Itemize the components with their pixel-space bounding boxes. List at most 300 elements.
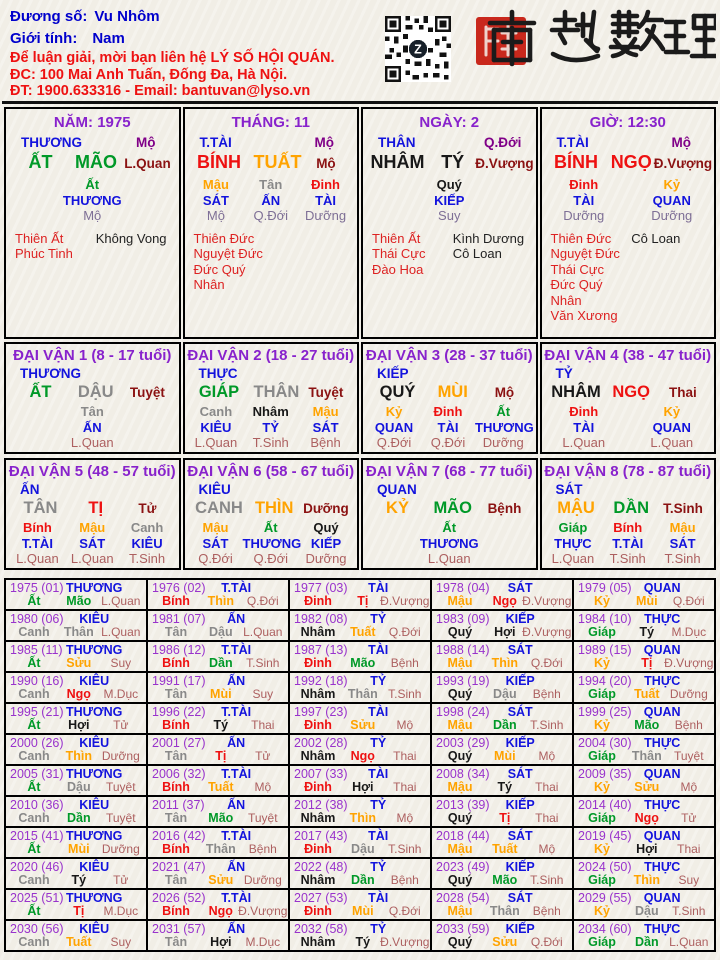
year-stage: Mộ	[396, 718, 414, 732]
year-can: Đinh	[304, 842, 332, 856]
year-chi: Ngọ	[66, 687, 91, 701]
year-cell	[6, 828, 148, 859]
dai-van-box-3	[361, 342, 538, 454]
year-chi: Tị	[215, 749, 227, 763]
year-stage: Q.Đới	[530, 935, 563, 949]
year-canchi-row	[574, 873, 714, 888]
year-god: THƯƠNG	[65, 581, 123, 595]
year-and-age: 2003 (29)	[436, 736, 490, 750]
year-can: Bính	[162, 656, 190, 670]
year-and-age: 2018 (44)	[436, 829, 490, 843]
year-canchi-row	[574, 811, 714, 826]
dai-van-god: QUAN	[377, 482, 417, 497]
year-canchi-row	[432, 687, 572, 702]
year-can: Quý	[447, 687, 473, 701]
year-canchi-row	[574, 780, 714, 795]
dai-van-canchi-row	[542, 499, 715, 518]
star-name: Phúc Tinh	[15, 246, 73, 261]
year-canchi-row	[6, 904, 146, 919]
star-name: Đức Quý Nhân	[550, 277, 603, 308]
year-can: Kỷ	[594, 718, 610, 732]
dai-van-canchi-row	[185, 383, 358, 402]
hidden-stem-stage: Dưỡng	[305, 551, 347, 566]
year-canchi-row	[432, 718, 572, 733]
year-god: QUAN	[643, 891, 681, 905]
year-stage: Mộ	[538, 842, 556, 856]
dai-van-title: ĐẠI VẬN 7 (68 - 77 tuổi)	[365, 463, 533, 480]
year-can: Tân	[164, 935, 188, 949]
hidden-stem-god: KIẾP	[310, 535, 342, 551]
hidden-stem-stage: Q.Đới	[253, 551, 289, 566]
year-canchi-row	[290, 904, 430, 919]
year-cell	[290, 673, 432, 704]
year-can: Ất	[27, 718, 41, 732]
year-stage: Q.Đới	[388, 625, 421, 639]
year-can: Nhâm	[300, 811, 336, 825]
year-can: Đinh	[304, 904, 332, 918]
hidden-stem: Mậu	[312, 404, 339, 419]
year-chi: Sửu	[492, 935, 518, 949]
pillar-box-day	[361, 107, 538, 339]
year-stage: Bệnh	[532, 904, 561, 918]
year-stage: Tuyệt	[248, 811, 278, 825]
year-god: THƯƠNG	[65, 891, 123, 905]
stars-row	[363, 231, 536, 278]
hidden-stem-column	[243, 520, 300, 567]
year-god: ẤN	[227, 612, 246, 626]
year-can: Kỷ	[594, 780, 610, 794]
year-chi: Thìn	[65, 749, 92, 763]
neutral-stars-list	[631, 231, 714, 324]
year-cell	[290, 797, 432, 828]
year-and-age: 1996 (22)	[152, 705, 206, 719]
auspicious-stars-list	[542, 231, 632, 324]
year-god: TÀI	[368, 891, 389, 905]
year-stage: Thai	[535, 780, 559, 794]
hidden-stem-stage: Q.Đới	[253, 208, 288, 223]
year-stage: T.Sinh	[530, 718, 564, 732]
hidden-stem-god: SÁT	[202, 192, 229, 208]
pillar-god-stage-row	[6, 135, 179, 150]
hidden-stem-stage: T.Sinh	[609, 551, 646, 566]
year-and-age: 1982 (08)	[294, 612, 348, 626]
year-cell	[148, 828, 290, 859]
year-can: Nhâm	[300, 935, 336, 949]
hidden-stem-stage: Bệnh	[310, 435, 341, 450]
star-name: Không Vong	[95, 230, 167, 246]
dai-van-title: ĐẠI VẬN 6 (58 - 67 tuổi)	[187, 463, 355, 480]
year-cell	[6, 580, 148, 611]
year-cell	[574, 704, 716, 735]
auspicious-stars-list	[363, 231, 453, 278]
year-stage: Đ.Vượng	[380, 594, 430, 608]
year-and-age: 2034 (60)	[578, 922, 632, 936]
year-god: THỰC	[644, 922, 681, 936]
dai-van-can: QUÝ	[379, 383, 416, 401]
year-canchi-row	[148, 594, 288, 609]
year-stage: M.Dục	[671, 625, 707, 639]
year-stage: T.Sinh	[530, 873, 564, 887]
star-name: Đức Quý Nhân	[193, 261, 246, 292]
year-chi: Dần	[634, 935, 659, 949]
dai-van-can: ẤT	[29, 383, 52, 401]
year-cell	[6, 921, 148, 952]
year-canchi-row	[574, 718, 714, 733]
hidden-stem: Kỷ	[663, 177, 681, 192]
year-god: TỶ	[370, 922, 387, 936]
hidden-stem-stage: Q.Đới	[376, 435, 412, 450]
hidden-stem-column	[120, 520, 174, 567]
year-cell	[574, 611, 716, 642]
year-can: Đinh	[304, 718, 332, 732]
year-canchi-row	[148, 780, 288, 795]
year-cell	[6, 673, 148, 704]
year-cell	[432, 735, 574, 766]
year-and-age: 2016 (42)	[152, 829, 206, 843]
pillar-god: THÂN	[378, 135, 416, 150]
year-canchi-row	[290, 656, 430, 671]
year-chi: Sửu	[66, 656, 92, 670]
year-canchi-row	[432, 873, 572, 888]
year-canchi-row	[148, 656, 288, 671]
year-god: KIÊU	[79, 612, 110, 626]
year-can: Nhâm	[300, 873, 336, 887]
year-and-age: 2031 (57)	[152, 922, 206, 936]
star-name: Nguyệt Đức	[193, 246, 263, 261]
year-chi: Ngọ	[350, 749, 375, 763]
year-stage: Bệnh	[532, 687, 561, 701]
year-and-age: 2032 (58)	[294, 922, 348, 936]
year-god: T.TÀI	[221, 581, 252, 595]
year-canchi-row	[148, 842, 288, 857]
year-god: SÁT	[507, 581, 533, 595]
year-canchi-row	[574, 656, 714, 671]
year-god: QUAN	[643, 767, 681, 781]
hidden-stems-row	[542, 177, 715, 224]
year-can: Bính	[162, 904, 190, 918]
year-canchi-row	[290, 935, 430, 950]
year-cell	[432, 859, 574, 890]
year-god: TÀI	[368, 581, 389, 595]
year-god: ẤN	[227, 860, 246, 874]
hidden-stem: Ất	[263, 520, 278, 535]
year-canchi-row	[432, 780, 572, 795]
star-name: Cô Loan	[631, 230, 681, 246]
year-cell	[148, 673, 290, 704]
year-god: THỰC	[644, 736, 681, 750]
year-chi: Mão	[350, 656, 376, 670]
year-cell	[574, 642, 716, 673]
year-canchi-row	[574, 842, 714, 857]
year-god: THƯƠNG	[65, 705, 123, 719]
pillar-box-month	[183, 107, 360, 339]
year-chi: Dần	[66, 811, 91, 825]
hidden-stem-stage: Q.Đới	[198, 551, 233, 566]
dai-van-box-2	[183, 342, 360, 454]
year-chi: Mùi	[636, 594, 658, 608]
year-can: Ất	[27, 594, 41, 608]
star-name: Thiên Đức	[550, 230, 612, 246]
year-and-age: 1987 (13)	[294, 643, 348, 657]
pillar-stage: Mộ	[316, 156, 336, 171]
calligraphy-logo	[470, 5, 716, 73]
year-chi: Tị	[73, 904, 85, 918]
hidden-stem: Mậu	[202, 520, 229, 535]
dai-van-god: THƯƠNG	[20, 366, 81, 381]
auspicious-stars-list	[6, 231, 96, 262]
dai-van-stage: T.Sinh	[663, 501, 703, 516]
year-cell	[148, 859, 290, 890]
four-pillars-row	[4, 107, 716, 339]
gender-value: Nam	[92, 30, 125, 47]
year-chi: Thân	[489, 904, 520, 918]
year-chi: Ngọ	[208, 904, 233, 918]
year-canchi-row	[148, 718, 288, 733]
dai-van-box-4	[540, 342, 717, 454]
hidden-stem-column	[656, 520, 710, 567]
neutral-stars-list	[453, 231, 536, 278]
year-can: Bính	[162, 594, 190, 608]
year-canchi-row	[148, 625, 288, 640]
report-header	[0, 0, 720, 101]
year-god: KIÊU	[79, 674, 110, 688]
year-canchi-row	[432, 811, 572, 826]
year-stage: Đ.Vượng	[664, 656, 714, 670]
hidden-stem-column	[645, 177, 699, 224]
pillar-can: ẤT	[28, 152, 53, 172]
year-chi: Hợi	[494, 625, 516, 639]
year-chi: Tý	[71, 873, 87, 887]
star-name: Thái Cực	[372, 246, 426, 261]
year-chi: Dần	[492, 718, 517, 732]
star-name: Thiên Ất	[15, 230, 64, 246]
year-stage: M.Dục	[103, 687, 139, 701]
hidden-stem-stage: Mộ	[83, 208, 102, 223]
year-and-age: 1988 (14)	[436, 643, 490, 657]
year-stage: Đ.Vượng	[522, 625, 572, 639]
year-and-age: 2019 (45)	[578, 829, 632, 843]
pillar-chi: MÃO	[75, 152, 117, 172]
year-can: Đinh	[304, 780, 332, 794]
year-god: T.TÀI	[221, 705, 252, 719]
dai-van-can: CANH	[195, 499, 243, 517]
year-and-age: 1976 (02)	[152, 581, 206, 595]
hidden-stem-stage: T.Sinh	[664, 551, 701, 566]
pillar-title: NGÀY: 2	[419, 114, 480, 131]
year-cell	[432, 642, 574, 673]
year-cell	[432, 611, 574, 642]
year-stage: L.Quan	[243, 625, 283, 639]
year-canchi-row	[148, 873, 288, 888]
year-god: TỶ	[370, 612, 387, 626]
pillar-title: NĂM: 1975	[53, 114, 131, 131]
year-canchi-row	[6, 811, 146, 826]
pillar-canchi-row	[6, 152, 179, 173]
year-god: KIÊU	[79, 736, 110, 750]
year-and-age: 1999 (25)	[578, 705, 632, 719]
hidden-stem-stage: L.Quan	[194, 435, 238, 450]
year-canchi-row	[148, 935, 288, 950]
year-cell	[290, 859, 432, 890]
year-cell	[290, 642, 432, 673]
hidden-stem-stage: Dưỡng	[651, 208, 693, 223]
year-cell	[148, 797, 290, 828]
hidden-stem-god: SÁT	[79, 535, 106, 551]
year-can: Tân	[164, 811, 188, 825]
year-and-age: 2014 (40)	[578, 798, 632, 812]
hidden-stems-row	[185, 520, 358, 567]
star-name: Văn Xương	[550, 308, 618, 323]
year-can: Quý	[447, 935, 473, 949]
year-stage: L.Quan	[101, 625, 141, 639]
hidden-stem-column	[63, 177, 122, 224]
dai-van-god: KIÊU	[198, 482, 231, 497]
hidden-stems-row	[542, 404, 715, 451]
year-canchi-row	[6, 687, 146, 702]
hidden-stem-column	[421, 404, 475, 451]
year-can: Canh	[18, 749, 50, 763]
year-canchi-row	[148, 904, 288, 919]
hidden-stem-column	[189, 520, 243, 567]
hidden-stem-god: THƯƠNG	[419, 535, 479, 551]
year-can: Mậu	[447, 718, 473, 732]
year-cell	[290, 766, 432, 797]
year-chi: Ngọ	[634, 811, 659, 825]
year-cell	[148, 611, 290, 642]
gender-label: Giới tính:	[10, 30, 78, 47]
hidden-stem-column	[189, 177, 243, 224]
star-name: Đào Hoa	[372, 261, 424, 277]
year-canchi-row	[290, 687, 430, 702]
dai-van-chi: DẬU	[77, 383, 114, 401]
year-god: TÀI	[368, 705, 389, 719]
year-stage: Tử	[681, 811, 697, 825]
hidden-stem: Giáp	[558, 520, 588, 535]
year-and-age: 1991 (17)	[152, 674, 206, 688]
pillar-chi: NGỌ	[610, 152, 652, 172]
year-god: TÀI	[368, 829, 389, 843]
hidden-stem-stage: L.Quan	[551, 551, 595, 566]
year-cell	[290, 580, 432, 611]
year-can: Giáp	[588, 687, 616, 701]
hidden-stem-god: TÀI	[573, 419, 595, 435]
star-name: Kình Dương	[452, 230, 525, 246]
year-god: ẤN	[227, 798, 246, 812]
hidden-stem-god: KIÊU	[131, 535, 163, 551]
year-canchi-row	[6, 625, 146, 640]
year-can: Nhâm	[300, 749, 336, 763]
year-stage: Suy	[678, 873, 700, 887]
year-chi: Hợi	[636, 842, 658, 856]
year-god: KIÊU	[79, 860, 110, 874]
year-god: KIẾP	[505, 612, 535, 626]
year-stage: T.Sinh	[388, 842, 422, 856]
pillar-stage: Đ.Vượng	[475, 156, 534, 171]
year-stage: Bệnh	[390, 656, 419, 670]
year-god: KIẾP	[505, 736, 535, 750]
year-chi: Mùi	[352, 904, 374, 918]
year-and-age: 1994 (20)	[578, 674, 632, 688]
year-and-age: 2025 (51)	[10, 891, 64, 905]
year-stage: Q.Đới	[246, 594, 279, 608]
year-and-age: 1995 (21)	[10, 705, 64, 719]
year-cell	[432, 580, 574, 611]
year-canchi-row	[290, 718, 430, 733]
dai-van-canchi-row	[185, 499, 358, 518]
pillar-god-stage-row	[185, 135, 358, 150]
dai-van-stage: Tử	[138, 501, 157, 516]
pillar-chi: TÝ	[441, 152, 465, 172]
year-canchi-row	[574, 594, 714, 609]
year-god: ẤN	[227, 674, 246, 688]
year-cell	[432, 673, 574, 704]
year-canchi-row	[432, 656, 572, 671]
year-and-age: 2005 (31)	[10, 767, 64, 781]
hidden-stems-row	[185, 404, 358, 451]
hidden-stem-column	[299, 177, 353, 224]
dai-van-stage: Mộ	[494, 385, 515, 400]
year-can: Bính	[162, 718, 190, 732]
stars-row	[185, 231, 358, 293]
dai-van-god: SÁT	[555, 482, 583, 497]
hidden-stem-column	[601, 520, 655, 567]
year-and-age: 2015 (41)	[10, 829, 64, 843]
year-chi: Tị	[499, 811, 511, 825]
year-chi: Tý	[213, 718, 229, 732]
year-chi: Thìn	[349, 811, 376, 825]
year-cell	[148, 704, 290, 735]
hidden-stem-column	[546, 520, 600, 567]
year-stage: Tử	[255, 749, 271, 763]
year-stage: Thai	[393, 749, 417, 763]
year-chi: Mão	[208, 811, 234, 825]
year-can: Giáp	[588, 935, 616, 949]
hidden-stem-god: KIÊU	[200, 419, 232, 435]
hidden-stem-stage: Dưỡng	[563, 208, 605, 223]
year-stage: T.Sinh	[672, 904, 706, 918]
year-cell	[148, 642, 290, 673]
dai-van-title: ĐẠI VẬN 5 (48 - 57 tuổi)	[8, 463, 176, 480]
pillar-can: NHÂM	[370, 152, 425, 172]
stars-row	[542, 231, 715, 324]
pillar-stage-top: Q.Đới	[484, 135, 522, 150]
hidden-stem-stage: L.Quan	[70, 551, 114, 566]
year-cell	[6, 611, 148, 642]
year-and-age: 2001 (27)	[152, 736, 206, 750]
hidden-stems-row	[6, 404, 179, 451]
star-name: Cô Loan	[452, 246, 502, 261]
year-and-age: 1993 (19)	[436, 674, 490, 688]
year-cell	[432, 828, 574, 859]
year-and-age: 2023 (49)	[436, 860, 490, 874]
year-canchi-row	[290, 842, 430, 857]
hidden-stem: Ất	[442, 520, 457, 535]
year-god: KIÊU	[79, 798, 110, 812]
year-cell	[290, 921, 432, 952]
pillar-god: THƯƠNG	[21, 135, 82, 150]
year-cell	[574, 921, 716, 952]
year-god: QUAN	[643, 829, 681, 843]
hidden-stem-god: T.TÀI	[21, 535, 53, 551]
hidden-stem: Bính	[22, 520, 52, 535]
hidden-stem-god: ẤN	[261, 192, 281, 208]
year-stage: Dưỡng	[101, 842, 140, 856]
owner-label: Đương số:	[10, 8, 88, 25]
year-stage: Mộ	[396, 811, 414, 825]
pillar-god: T.TÀI	[556, 135, 589, 150]
year-canchi-row	[290, 873, 430, 888]
year-god: SÁT	[507, 643, 533, 657]
